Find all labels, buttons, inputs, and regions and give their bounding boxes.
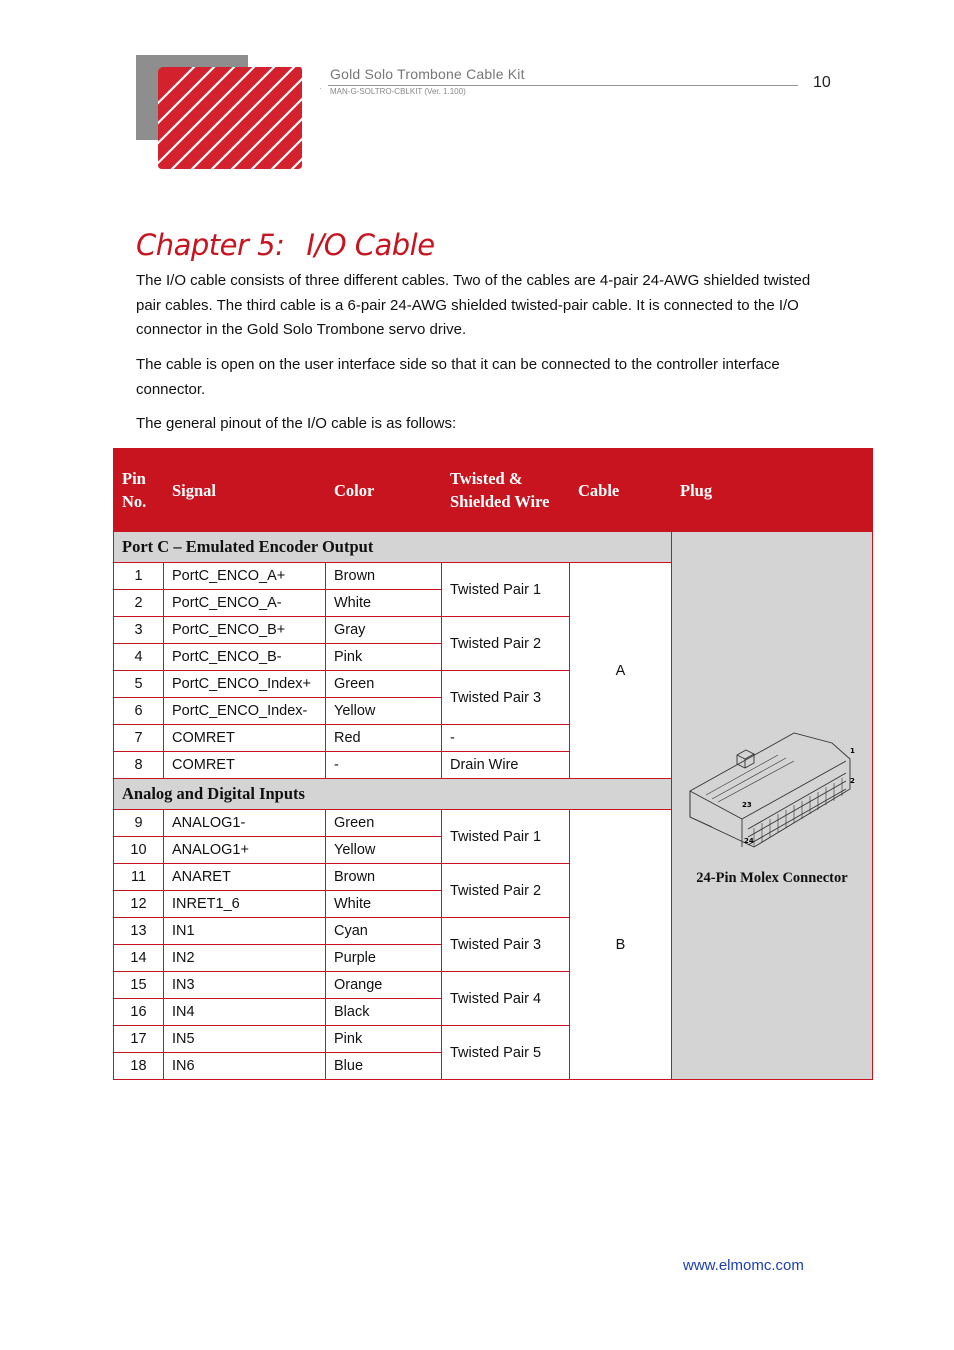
pin-cell: 13	[114, 918, 164, 945]
signal-cell: IN2	[164, 945, 326, 972]
plug-label: 24-Pin Molex Connector	[696, 869, 848, 886]
open-cable-paragraph: The cable is open on the user interface side so that it can be connected to the controller interface connector.	[136, 356, 780, 398]
color-cell: Red	[326, 725, 442, 752]
wire-cell: -	[442, 725, 570, 752]
color-cell: -	[326, 752, 442, 779]
website-link[interactable]: www.elmomc.com	[683, 1257, 804, 1274]
wire-cell: Drain Wire	[442, 752, 570, 779]
color-cell: Purple	[326, 945, 442, 972]
header-color: Color	[326, 449, 442, 532]
color-cell: White	[326, 590, 442, 617]
page-number: 10	[813, 74, 831, 91]
header-cable: Cable	[570, 449, 672, 532]
pin-cell: 5	[114, 671, 164, 698]
color-cell: Cyan	[326, 918, 442, 945]
signal-cell: PortC_ENCO_A+	[164, 563, 326, 590]
table-header-row	[114, 449, 873, 532]
header-bullet: ·	[319, 84, 322, 93]
color-cell: Gray	[326, 617, 442, 644]
intro-paragraph: The I/O cable consists of three different cables. Two of the cables are 4-pair 24-AWG shielded twisted pair cables. The third cable is a 6-pair 24-AWG shielded twisted-pair cable. It is connected to the I/O connector in the Gold Solo Trombone servo drive.	[136, 272, 811, 338]
section-row	[114, 532, 873, 563]
chapter-title: I/O Cable	[306, 228, 435, 262]
header-signal: Signal	[164, 449, 326, 532]
io-pinout-table	[113, 448, 873, 1080]
color-cell: Pink	[326, 1026, 442, 1053]
wire-cell: Twisted Pair 3	[442, 918, 570, 972]
signal-cell: PortC_ENCO_B+	[164, 617, 326, 644]
signal-cell: IN5	[164, 1026, 326, 1053]
signal-cell: PortC_ENCO_A-	[164, 590, 326, 617]
header-pin: Pin No.	[114, 449, 164, 532]
signal-cell: COMRET	[164, 752, 326, 779]
wire-cell: Twisted Pair 4	[442, 972, 570, 1026]
color-cell: Yellow	[326, 837, 442, 864]
elmo-logo	[136, 55, 306, 170]
pin-cell: 4	[114, 644, 164, 671]
cable-cell: A	[570, 563, 672, 779]
pin-cell: 6	[114, 698, 164, 725]
document-title: Gold Solo Trombone Cable Kit	[330, 66, 525, 82]
signal-cell: IN3	[164, 972, 326, 999]
header-wire: Twisted & Shielded Wire	[442, 449, 570, 532]
pin-cell: 7	[114, 725, 164, 752]
pin-cell: 9	[114, 810, 164, 837]
molex-connector-icon	[682, 725, 862, 855]
pin-cell: 3	[114, 617, 164, 644]
pin-cell: 8	[114, 752, 164, 779]
signal-cell: INRET1_6	[164, 891, 326, 918]
pin-cell: 16	[114, 999, 164, 1026]
wire-cell: Twisted Pair 2	[442, 864, 570, 918]
pinout-intro-paragraph: The general pinout of the I/O cable is as follows:	[136, 415, 457, 432]
pin-24-label: 24	[744, 836, 754, 845]
pin-cell: 18	[114, 1053, 164, 1080]
signal-cell: PortC_ENCO_Index-	[164, 698, 326, 725]
document-code: MAN-G-SOLTRO-CBLKIT (Ver. 1.100)	[330, 87, 466, 96]
color-cell: Black	[326, 999, 442, 1026]
signal-cell: PortC_ENCO_Index+	[164, 671, 326, 698]
color-cell: Brown	[326, 563, 442, 590]
color-cell: Yellow	[326, 698, 442, 725]
signal-cell: PortC_ENCO_B-	[164, 644, 326, 671]
pin-cell: 17	[114, 1026, 164, 1053]
chapter-heading	[136, 228, 435, 262]
wire-cell: Twisted Pair 1	[442, 563, 570, 617]
pin-2-label: 2	[850, 776, 855, 785]
wire-cell: Twisted Pair 3	[442, 671, 570, 725]
pin-cell: 12	[114, 891, 164, 918]
section-title: Analog and Digital Inputs	[114, 779, 672, 810]
plug-cell	[672, 532, 873, 1080]
pin-cell: 10	[114, 837, 164, 864]
signal-cell: IN4	[164, 999, 326, 1026]
pin-cell: 11	[114, 864, 164, 891]
signal-cell: COMRET	[164, 725, 326, 752]
color-cell: Brown	[326, 864, 442, 891]
signal-cell: ANALOG1-	[164, 810, 326, 837]
cable-cell: B	[570, 810, 672, 1080]
signal-cell: IN6	[164, 1053, 326, 1080]
color-cell: Green	[326, 671, 442, 698]
color-cell: White	[326, 891, 442, 918]
color-cell: Blue	[326, 1053, 442, 1080]
color-cell: Green	[326, 810, 442, 837]
signal-cell: ANALOG1+	[164, 837, 326, 864]
signal-cell: ANARET	[164, 864, 326, 891]
wire-cell: Twisted Pair 1	[442, 810, 570, 864]
pin-cell: 1	[114, 563, 164, 590]
chapter-number: Chapter 5:	[136, 228, 285, 262]
pin-cell: 15	[114, 972, 164, 999]
pin-1-label: 1	[850, 746, 855, 755]
wire-cell: Twisted Pair 5	[442, 1026, 570, 1080]
signal-cell: IN1	[164, 918, 326, 945]
pin-cell: 2	[114, 590, 164, 617]
section-title: Port C – Emulated Encoder Output	[114, 532, 672, 563]
header-plug: Plug	[672, 449, 873, 532]
header-rule	[328, 85, 798, 86]
color-cell: Orange	[326, 972, 442, 999]
pin-23-label: 23	[742, 800, 752, 809]
wire-cell: Twisted Pair 2	[442, 617, 570, 671]
pin-cell: 14	[114, 945, 164, 972]
color-cell: Pink	[326, 644, 442, 671]
